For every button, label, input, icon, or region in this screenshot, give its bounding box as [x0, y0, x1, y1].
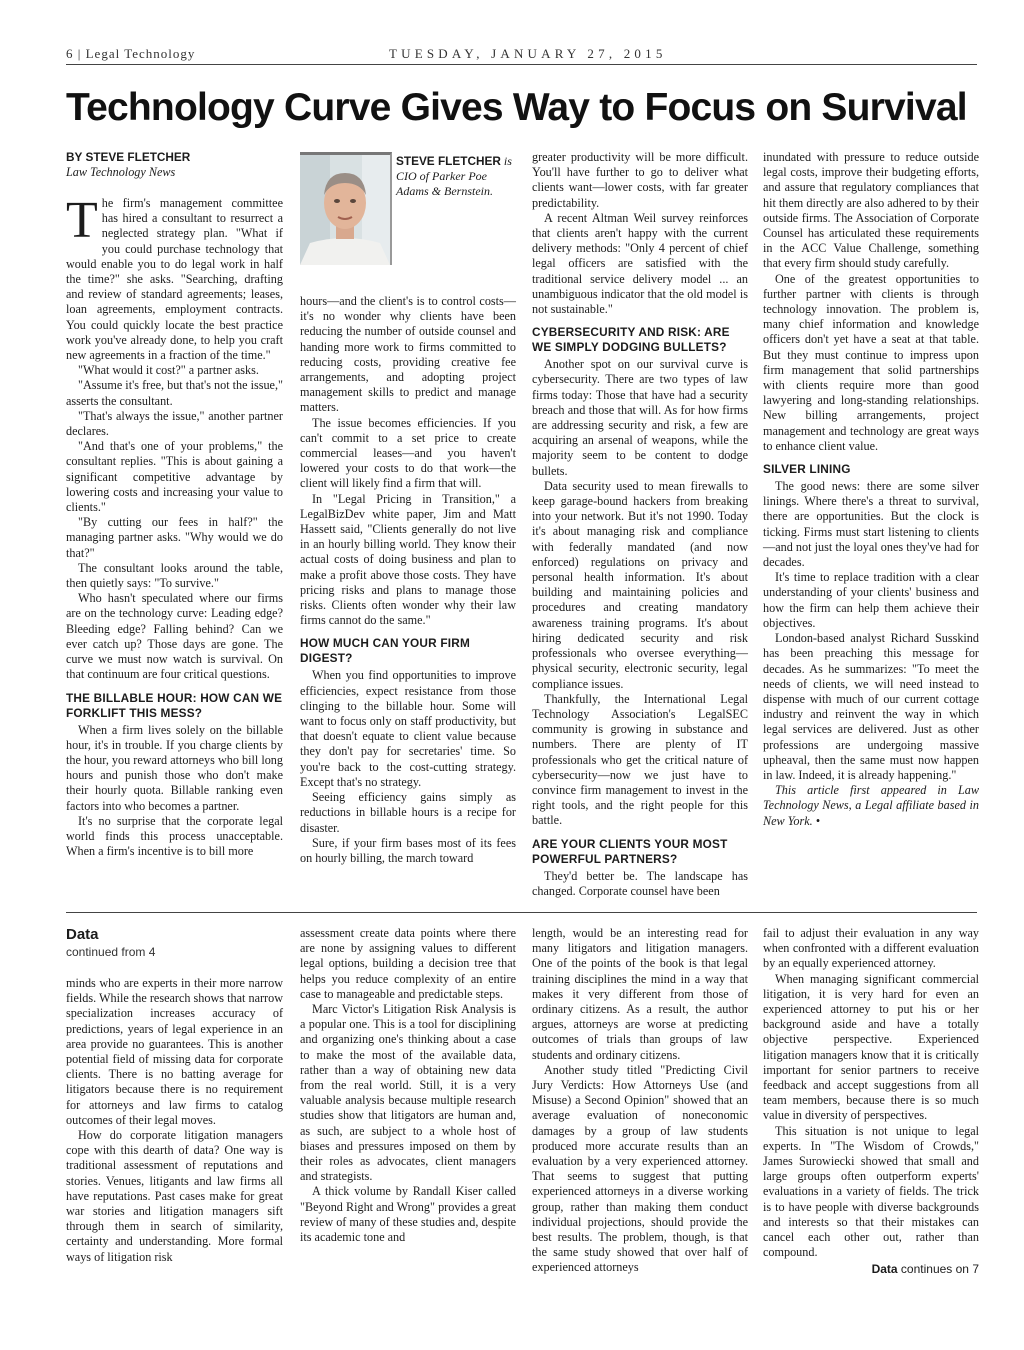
paragraph: Another spot on our survival curve is cybersecurity. There are two types of law firms today: Those that have had a security breach and those that will. As for how firms are addressing security and risk, a few are acquiring an arsenal of weapons, while the majority seem to be content to dodge bullets. [532, 357, 748, 478]
data-section-title: Data [66, 926, 99, 943]
paragraph: he firm's management committee has hired a consultant to resurrect a neglected strategy plan. "What if you could purchase technology that would enable you to do legal work in half the time?" she asks. "Searching, drafting and review of standard agreements; leases, loan agreements, employment contracts. You could quickly locate the best practice work you've already done, to help you craft new agreements in a fraction of the time." [66, 196, 283, 363]
article-column-2 [300, 294, 516, 866]
running-head [66, 44, 977, 64]
paragraph: London-based analyst Richard Susskind has been preaching this message for decades. As he summarizes: "To meet the needs of clients, we will need instead to dispense with much of our current cottage industry and reinvent the way in which legal services are delivered. Just as other professions are undergoing massive upheaval, then the same must now happen in law. Indeed, it is already happening." [763, 631, 979, 782]
data-column-4 [763, 926, 979, 1278]
subhead-silver-lining: SILVER LINING [763, 462, 851, 477]
byline-author: BY STEVE FLETCHER [66, 150, 191, 164]
bio-text: is CIO of Parker Poe Adams & Bernstein. [396, 154, 512, 198]
byline-outlet: Law Technology News [66, 165, 176, 179]
paragraph: The consultant looks around the table, then quietly says: "To survive." [66, 560, 283, 591]
paragraph: How do corporate litigation managers cope with this dearth of data? One way is traditional assessment of reputations and stories. Venues, litigants and law firms all have reputations. Past cases make for great war stories and litigation managers sift through them in search of similarity, certainty and understanding. More formal ways of litigation risk [66, 1128, 283, 1264]
paragraph: Seeing efficiency gains simply as reductions in billable hours is a recipe for disaster. [300, 790, 516, 835]
paragraph: "What would it cost?" a partner asks. [78, 363, 259, 378]
paragraph: length, would be an interesting read for many litigators and litigation managers. One of the points of the book is that legal training disciplines the mind in a way that makes it very different from those of ordinary citizens. As a result, the author argues, attorneys are worse at predicting outcomes of trials than groups of law students and ordinary citizens. [532, 926, 748, 1062]
paragraph: Marc Victor's Litigation Risk Analysis is a popular one. This is a tool for disciplining and organizing one's thinking about a case to make the most of the available data, rather than a way of obtaining new data from the real world. Still, it is a very valuable analysis because multiple research studies show that litigators are human and, as such, are subject to a whole host of biases and pressures imposed on them by their roles as advocates, client managers and strategists. [300, 1002, 516, 1184]
page-section-label: 6 | Legal Technology [66, 46, 196, 61]
paragraph: A recent Altman Weil survey reinforces that clients aren't happy with the current delivery methods: "Only 4 percent of chief legal officers are satisfied with the traditional service delivery model ... an unambiguous indicator that the old model is not sustainable." [532, 210, 748, 317]
paragraph: They'd better be. The landscape has changed. Corporate counsel have been [532, 868, 748, 898]
paragraph: Another study titled "Predicting Civil Jury Verdicts: How Attorneys Use (and Misuse) a Second Opinion" showed that an average evaluation of noneconomic damages by a group of law students produced more accurate results than an evaluation by a very experienced attorney. That seems to suggest that putting experienced attorneys in a diverse working group, rather than making them conduct individual projections, should provide the best results. The problem, though, is that the same study showed that over half of experienced attorneys [532, 1062, 748, 1275]
author-portrait-image [300, 155, 390, 265]
article-column-4 [763, 150, 979, 829]
dropcap: T [66, 192, 98, 249]
data-column-1 [66, 926, 283, 1265]
paragraph: "That's always the issue," another partner declares. [66, 408, 283, 439]
article-column-1 [66, 150, 283, 859]
paragraph: "Assume it's free, but that's not the issue," asserts the consultant. [66, 378, 283, 408]
data-column-3 [532, 926, 748, 1276]
issue-date: TUESDAY, JANUARY 27, 2015 [389, 46, 667, 61]
paragraph: greater productivity will be more difficult. You'll have further to go to deliver what clients want—lower costs, with far greater predictability. [532, 150, 748, 210]
continues-page: continues on 7 [897, 1262, 979, 1277]
paragraph: When a firm lives solely on the billable hour, it's in trouble. If you charge clients by the hour, you reward attorneys who bill long hours and punish those who don't make their hourly quota. Billable ranking even factors into who becomes a partner. [66, 722, 283, 813]
paragraph: "By cutting our fees in half?" the managing partner asks. "Why would we do that?" [66, 515, 283, 560]
paragraph: fail to adjust their evaluation in any way when confronted with a different evaluation by an equally experienced attorney. [763, 926, 979, 971]
continues-on-label [763, 1262, 979, 1277]
paragraph: hours—and the client's is to control costs—it's no wonder why clients have been reducing the number of outside counsel and handing more work to firms committed to reducing costs, providing creative fee arrangements, and adopting project management skills to predict and manage matters. [300, 294, 516, 415]
paragraph: Data security used to mean firewalls to keep garage-bound hackers from breaking into your network. But it's not 1990. Today it's about managing risk and compliance with federally mandated (and now enforced) regulations on privacy and personal health information. It's about building and maintaining policies and procedures and creating mandatory awareness training programs. It's about hiring dedicated security and risk professionals who oversee everything—physical security, electronic security, legal compliance issues. [532, 478, 748, 691]
bio-name: STEVE FLETCHER [396, 154, 501, 168]
subhead-billable-hour: THE BILLABLE HOUR: HOW CAN WE FORKLIFT THIS MESS? [66, 690, 283, 720]
paragraph: inundated with pressure to reduce outside legal costs, improve their budgeting efforts, and assure that regulatory compliances that hit them directly are also adhered to by their outside firms. The Association of Corporate Counsel has articulated these requirements in the ACC Value Challenge, something that every firm should study carefully. [763, 150, 979, 271]
paragraph: In "Legal Pricing in Transition," a LegalBizDev white paper, Jim and Matt Hassett said, "Clients generally do not live in an hourly billing world. They know their actual costs of doing business and plan to make a profit above those costs. They have pricing risks and plans to manage those risks. Clients often wonder why their law firms cannot do the same." [300, 491, 516, 628]
article-footnote: This article first appeared in Law Technology News, a Legal affiliate based in New York. • [763, 783, 979, 828]
data-column-2 [300, 926, 516, 1245]
headline: Technology Curve Gives Way to Focus on Survival [66, 86, 967, 129]
top-rule [66, 64, 977, 65]
paragraph: A thick volume by Randall Kiser called "Beyond Right and Wrong" provides a great review of many of these studies and, despite its academic tone and [300, 1184, 516, 1245]
paragraph: When managing significant commercial litigation, it is very hard for even an experienced attorney to put his or her background aside and have a totally objective perspective. Experienced litigation managers know that it is critically important for senior partners to receive feedback and accept suggestions from all team members, because there is so much value in diversity of perspectives. [763, 971, 979, 1123]
continues-title: Data [871, 1262, 898, 1277]
paragraph: Who hasn't speculated where our firms are on the technology curve: Leading edge? Bleeding edge? Falling behind? Can we ever catch up? Those days are gone. The curve we must now watch is survival. On that continuum are four critical questions. [66, 591, 283, 682]
paragraph: The issue becomes efficiencies. If you can't commit to a set price to create commercial leases—and you haven't lowered your costs to do that work—the client will likely find a firm that will. [300, 415, 516, 491]
paragraph: It's time to replace tradition with a clear understanding of your clients' business and how the firm can help them achieve their objectives. [763, 570, 979, 630]
subhead-clients-partners: ARE YOUR CLIENTS YOUR MOST POWERFUL PARTNERS? [532, 836, 728, 866]
paragraph: It's no surprise that the corporate legal world finds this process unacceptable. When a firm's incentive is to bill more [66, 813, 283, 859]
paragraph: When you find opportunities to improve efficiencies, expect resistance from those clinging to the billable hour. Some will want to focus only on staff productivity, but that doesn't equate to client value because they don't pay for secretaries' time. So you're back to the cost-cutting strategy. Except that's no strategy. [300, 668, 516, 789]
paragraph: Sure, if your firm bases most of its fees on hourly billing, the march toward [300, 835, 516, 865]
author-bio [396, 154, 520, 199]
section-rule [66, 912, 977, 913]
paragraph: "And that's one of your problems," the consultant replies. "This is about gaining a significant competitive advantage by lowering costs and increasing your value to clients." [66, 439, 283, 515]
paragraph: minds who are experts in their more narrow fields. While the research shows that narrow specialization increases accuracy of predictions, years of legal experience in an area provide no guarantees. This is another potential field of missing data for corporate clients. There is no batting average for litigators because there is no requirement for attorneys and law firms to catalog outcomes of their legal moves. [66, 976, 283, 1127]
paragraph: This situation is not unique to legal experts. In "The Wisdom of Crowds," James Surowiecki showed that small and large groups often outperform experts' evaluations in a variety of fields. The trick is to have people with diverse backgrounds and interests so that their mistakes can cancel each other out, rather than compound. [763, 1123, 979, 1260]
paragraph: The good news: there are some silver linings. Where there's a threat to survival, there are opportunities. But the clock is ticking. Firms must start listening to clients—and not just the loyal ones they've had for decades. [763, 479, 979, 570]
paragraph: assessment create data points where there are none by assigning values to different legal options, building a decision tree that helps you reduce complexity of an entire case to manageable and predictable steps. [300, 926, 516, 1001]
author-photo [300, 152, 392, 265]
article-column-3 [532, 150, 748, 899]
paragraph: One of the greatest opportunities to further partner with clients is through technology innovation. The problem is, many chief information and knowledge officers don't yet have a seat at that table. But they must continue to impress upon firm management that solid partnerships with clients require more than good lawyering and long-standing relationships. New billing arrangements, project management and technology are great ways to enhance client value. [763, 271, 979, 453]
subhead-firm-digest: HOW MUCH CAN YOUR FIRM DIGEST? [300, 636, 470, 666]
subhead-cybersecurity: CYBERSECURITY AND RISK: ARE WE SIMPLY DODGING BULLETS? [532, 325, 730, 355]
continued-from-label: continued from 4 [66, 945, 156, 959]
paragraph: Thankfully, the International Legal Technology Association's LegalSEC community is growing in substance and numbers. There are plenty of IT professionals who get the critical nature of cybersecurity—now we just have to convince firm management to invest in the right tools, and the right people for this battle. [532, 691, 748, 828]
